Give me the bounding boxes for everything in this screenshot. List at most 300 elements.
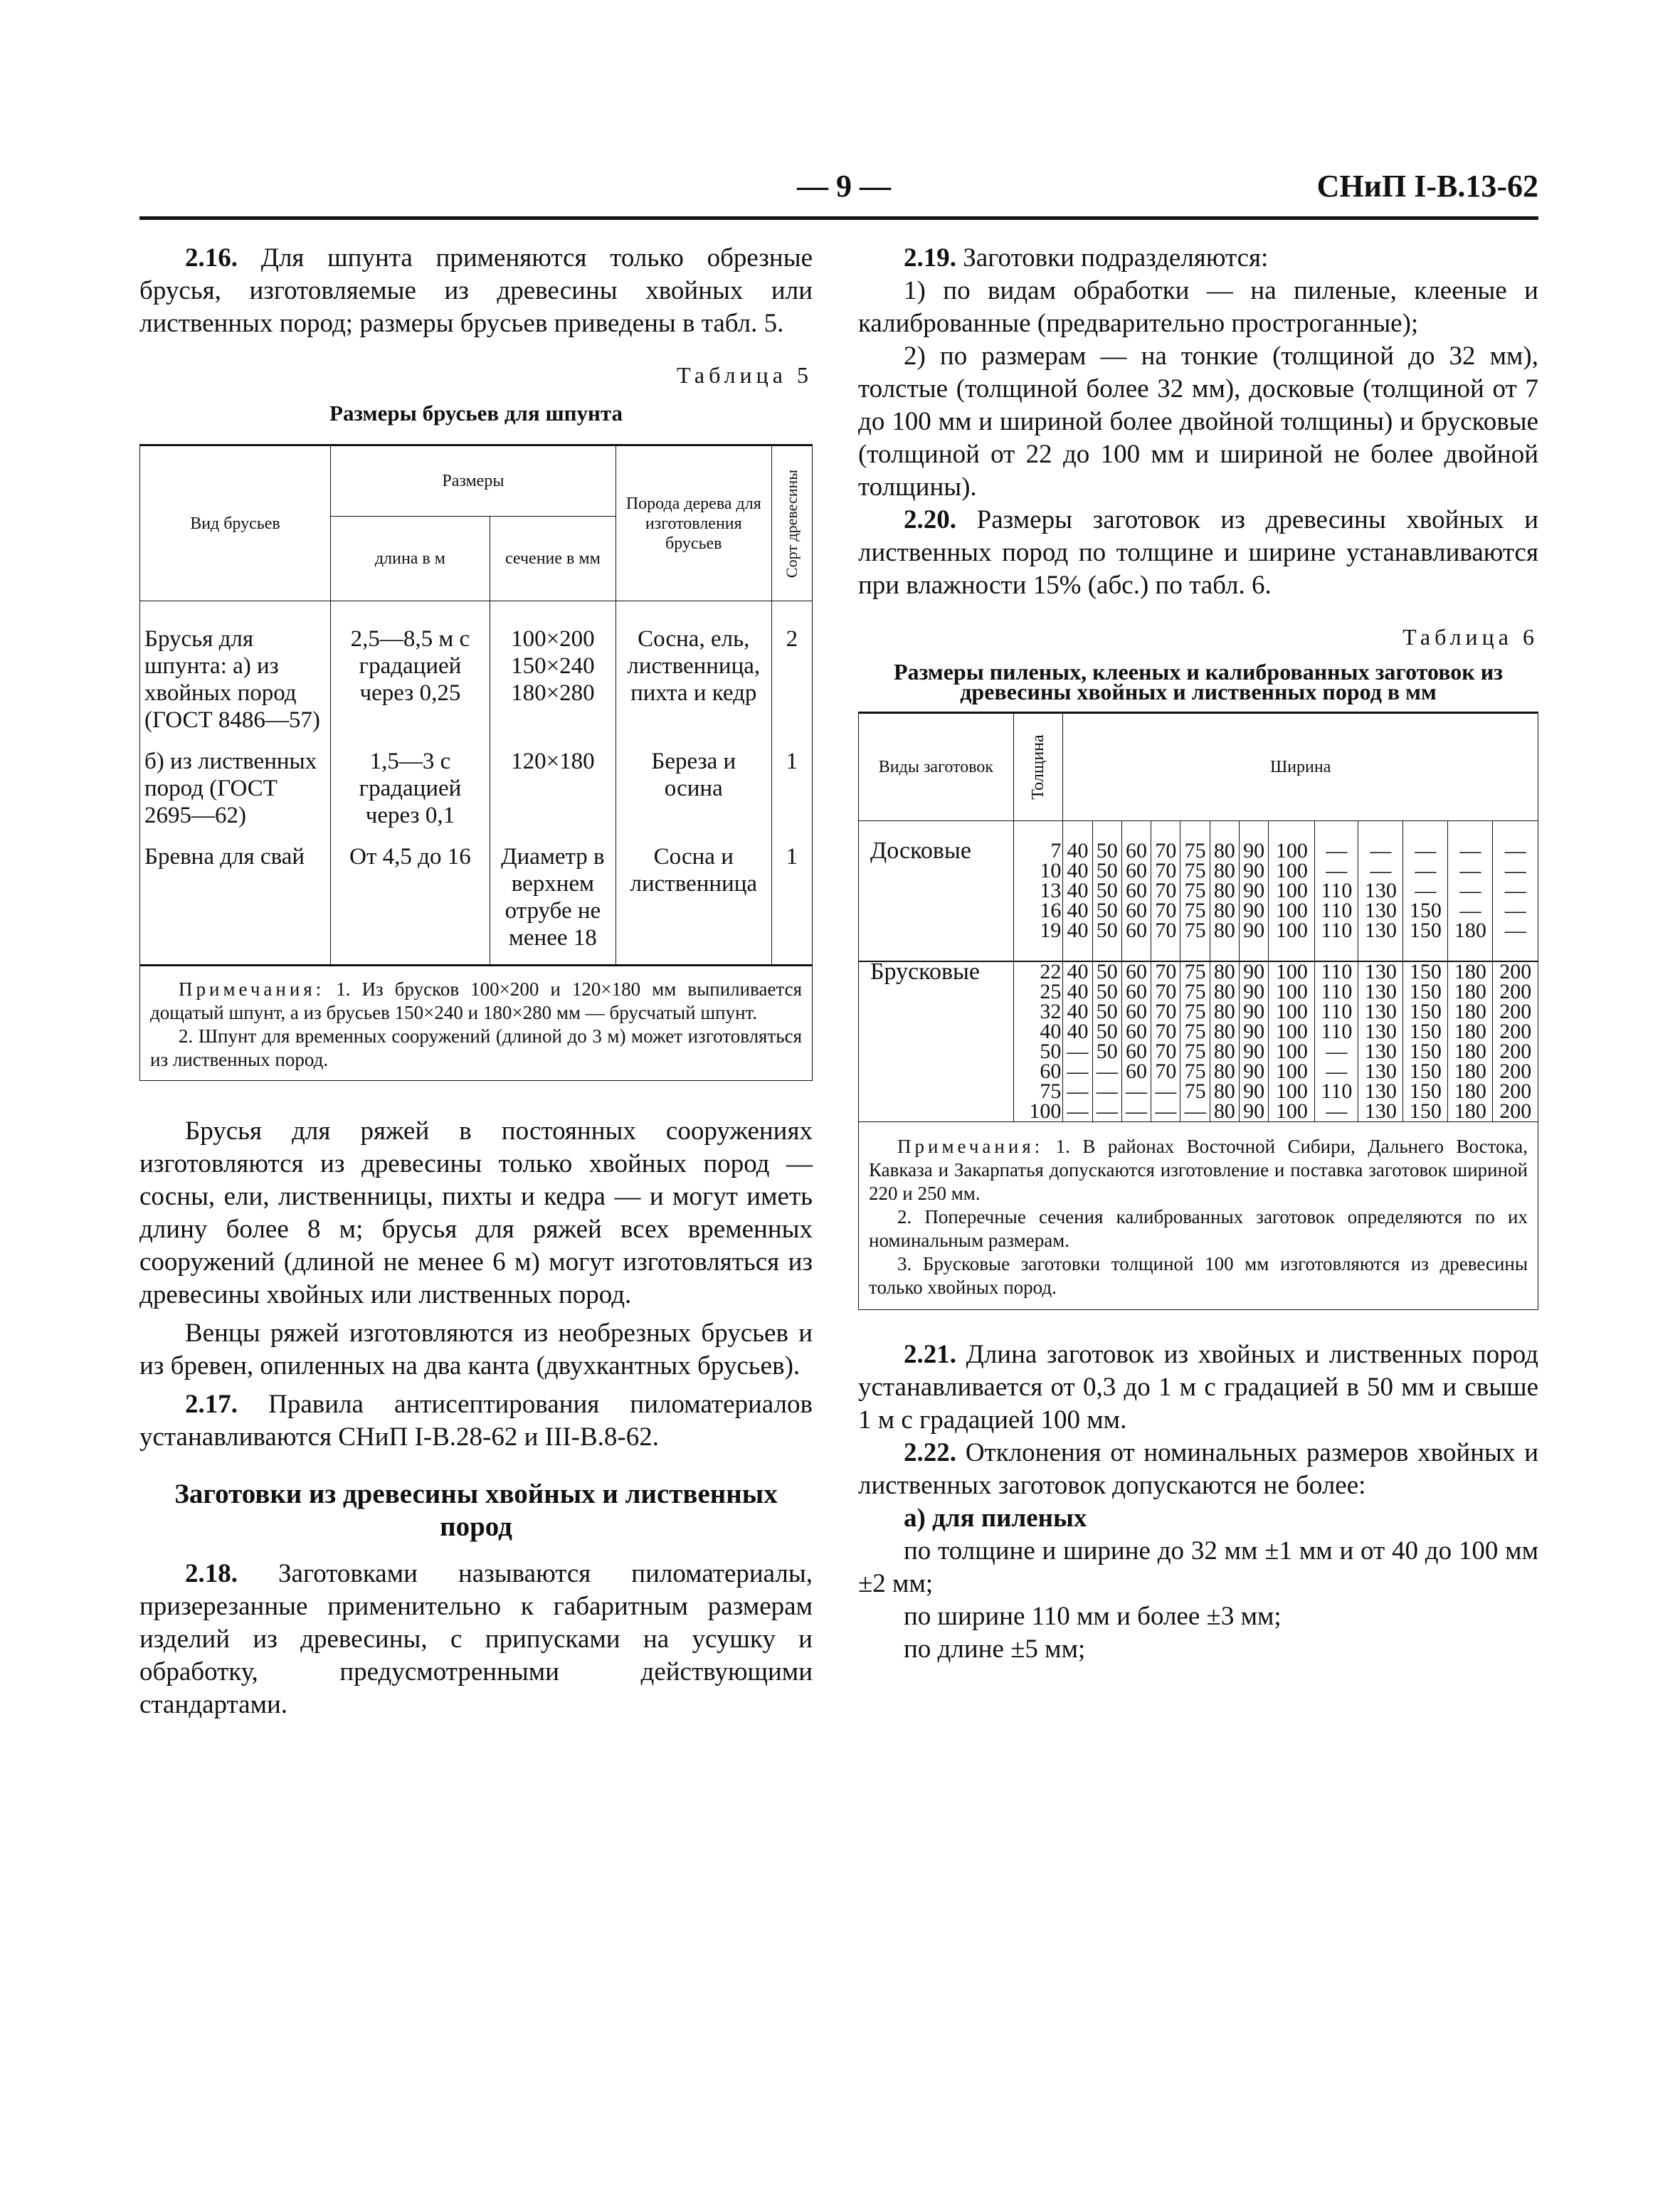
cell-kind — [859, 1022, 1013, 1042]
empty-cell — [1013, 821, 1063, 842]
cell-width: — — [1063, 1082, 1092, 1102]
paragraph-2-16 — [139, 242, 813, 340]
cell-thickness: 25 — [1013, 982, 1063, 1002]
cell-kind — [859, 1002, 1013, 1022]
note-2: 2. Шпунт для временных сооружений (длиной до 3 м) может изготовляться из лиственных пород. — [150, 1025, 802, 1070]
table-6-notes — [859, 1121, 1538, 1309]
cell-width: 110 — [1315, 1082, 1358, 1102]
cell-width: 100 — [1269, 1002, 1315, 1022]
table-6-label: Таблица 6 — [1402, 624, 1538, 650]
cell-width: — — [1092, 1082, 1121, 1102]
list-item-1: 1) по видам обработки — на пиленые, клееные и калиброванные (предварительно простроганные); — [858, 276, 1538, 338]
cell-width: 110 — [1315, 982, 1358, 1002]
cell-thickness: 16 — [1013, 901, 1063, 921]
cell-kind — [859, 1082, 1013, 1102]
header-kind: Вид брусьев — [140, 445, 331, 601]
header-grade-cell — [771, 445, 812, 601]
paragraph-rafts: Брусья для ряжей в постоянных сооружениях изготовляются из древесины только хвойных пород — сосны, ели, лиственницы, пихты и кедра — и могут иметь длину более 8 м; брусья для ряжей всех временных сооружений (длиной не менее 6 м) могут изготовляться из древесины хвойных или лиственных пород. — [139, 1116, 813, 1309]
cell-width: 100 — [1269, 881, 1315, 901]
cell-kind — [859, 881, 1013, 901]
cell-section: 100×200 150×240 180×280 — [490, 601, 616, 747]
cell-width: 50 — [1092, 961, 1121, 982]
cell-width: 130 — [1358, 1002, 1403, 1022]
cell-grade: 1 — [771, 842, 812, 966]
cell-width: — — [1092, 1062, 1121, 1082]
table-row — [859, 881, 1538, 901]
cell-width: 80 — [1210, 921, 1239, 941]
cell-width: 130 — [1358, 901, 1403, 921]
cell-width: 60 — [1121, 921, 1151, 941]
tolerance-line-2: по ширине 110 мм и более ±3 мм; — [904, 1602, 1282, 1631]
cell-kind — [859, 1062, 1013, 1082]
cell-width: 80 — [1210, 1022, 1239, 1042]
cell-thickness: 32 — [1013, 1002, 1063, 1022]
cell-width: — — [1448, 901, 1493, 921]
cell-width: — — [1092, 1102, 1121, 1121]
cell-width: 60 — [1121, 961, 1151, 982]
cell-width: 70 — [1151, 1002, 1180, 1022]
cell-thickness: 10 — [1013, 861, 1063, 881]
empty-cell — [1493, 941, 1538, 961]
table-row — [140, 746, 813, 842]
cell-width: 180 — [1448, 1022, 1493, 1042]
empty-cell — [1269, 821, 1315, 842]
cell-width: — — [1315, 841, 1358, 861]
cell-width: 200 — [1493, 961, 1538, 982]
cell-width: — — [1315, 1042, 1358, 1062]
cell-width: 200 — [1499, 1000, 1532, 1023]
cell-width: 50 — [1092, 861, 1121, 881]
cell-section: Диаметр в верхнем отрубе не менее 18 — [490, 842, 616, 966]
cell-width: 180 — [1448, 1042, 1493, 1062]
clause-number: 2.17. — [185, 1390, 238, 1419]
cell-width: 100 — [1269, 1082, 1315, 1102]
cell-width: 70 — [1151, 961, 1180, 982]
cell-kind — [859, 901, 1013, 921]
table-5-title: Размеры брусьев для шпунта — [329, 401, 623, 426]
cell-species: Сосна и лиственница — [616, 842, 771, 966]
cell-width: 130 — [1358, 1082, 1403, 1102]
cell-thickness: 40 — [1013, 1022, 1063, 1042]
cell-width: 180 — [1448, 1002, 1493, 1022]
cell-width: 90 — [1240, 1002, 1269, 1022]
cell-kind — [859, 861, 1013, 881]
cell-thickness: 100 — [1013, 1102, 1063, 1121]
cell-width: 110 — [1315, 1022, 1358, 1042]
cell-thickness: 75 — [1013, 1082, 1063, 1102]
cell-width: 60 — [1121, 1062, 1151, 1082]
table-row — [859, 1002, 1538, 1022]
cell-thickness: 19 — [1013, 921, 1063, 941]
cell-width: 70 — [1151, 861, 1180, 881]
empty-cell — [1448, 821, 1493, 842]
cell-width: 75 — [1180, 961, 1210, 982]
cell-thickness: 13 — [1013, 881, 1063, 901]
cell-width: 75 — [1180, 1042, 1210, 1062]
notes-label: Примечания: — [897, 1136, 1044, 1157]
paragraph-2-19 — [858, 242, 1538, 275]
cell-width: — — [1403, 881, 1448, 901]
cell-width: — — [1121, 1102, 1151, 1121]
cell-kind: Досковые — [859, 841, 1013, 861]
cell-width: — — [1315, 861, 1358, 881]
empty-cell — [1240, 821, 1269, 842]
cell-width: — — [1151, 1082, 1180, 1102]
header-width: Ширина — [1063, 714, 1538, 821]
cell-width: 180 — [1448, 1062, 1493, 1082]
header-grade: Сорт древесины — [782, 469, 801, 578]
empty-cell — [1315, 821, 1358, 842]
header-rule — [139, 216, 1538, 220]
cell-grade: 2 — [771, 601, 812, 747]
table-row — [859, 901, 1538, 921]
cell-width: 50 — [1092, 881, 1121, 901]
cell-width: 130 — [1358, 1022, 1403, 1042]
cell-width: 200 — [1499, 1040, 1532, 1063]
cell-thickness: 22 — [1013, 961, 1063, 982]
empty-cell — [1493, 821, 1538, 842]
table-row — [859, 961, 1538, 982]
cell-width: 180 — [1448, 961, 1493, 982]
cell-width: — — [1504, 879, 1526, 902]
note-3: 3. Брусковые заготовки толщиной 100 мм изготовляются из древесины только хвойных пород. — [869, 1253, 1528, 1298]
table-6-title: Размеры пиленых, клееных и калиброванных заготовок из древесины хвойных и лиственных пород в мм — [893, 659, 1504, 704]
cell-width: — — [1358, 841, 1403, 861]
table-5 — [139, 444, 813, 966]
cell-width: 75 — [1180, 901, 1210, 921]
cell-thickness: 60 — [1013, 1062, 1063, 1082]
notes-label: Примечания: — [179, 978, 325, 1000]
empty-cell — [1121, 821, 1151, 842]
cell-width: 40 — [1063, 982, 1092, 1002]
paragraph-2-18 — [139, 1558, 813, 1721]
cell-width: — — [1403, 861, 1448, 881]
cell-width: 70 — [1151, 841, 1180, 861]
cell-width: 90 — [1240, 1102, 1269, 1121]
header-kind: Виды заготовок — [859, 714, 1013, 821]
cell-width: — — [1063, 1062, 1092, 1082]
cell-width: 90 — [1240, 901, 1269, 921]
cell-width: — — [1504, 839, 1526, 862]
cell-width: 150 — [1403, 1062, 1448, 1082]
table-row — [859, 1102, 1538, 1121]
header-length: длина в м — [330, 517, 490, 601]
cell-width: 90 — [1240, 861, 1269, 881]
cell-width: 50 — [1092, 1042, 1121, 1062]
cell-species: Береза и осина — [616, 746, 771, 842]
cell-width: 50 — [1092, 1002, 1121, 1022]
cell-width: — — [1063, 1102, 1092, 1121]
list-item-2: 2) по размерам — на тонкие (толщиной до 32 мм), толстые (толщиной более 32 мм), досковые (толщиной от 7 до 100 мм и шириной более двойной толщины) и брусковые (толщиной от 22 до 100 мм и шириной не более двойной толщины). — [858, 342, 1538, 502]
empty-cell — [1269, 941, 1315, 961]
clause-number: 2.16. — [185, 243, 238, 273]
cell-width: 80 — [1210, 841, 1239, 861]
cell-width: 90 — [1240, 1082, 1269, 1102]
cell-width: 180 — [1448, 982, 1493, 1002]
clause-text: Размеры заготовок из древесины хвойных и лиственных пород по толщине и ширине устанавливаются при влажности 15% (абс.) по табл. 6. — [858, 505, 1538, 600]
table-6 — [859, 714, 1538, 1121]
header-thickness: Толщина — [1029, 734, 1048, 800]
cell-width: 150 — [1403, 1042, 1448, 1062]
cell-width: 110 — [1315, 961, 1358, 982]
table-row — [859, 982, 1538, 1002]
cell-width: 150 — [1403, 982, 1448, 1002]
cell-width: 90 — [1240, 881, 1269, 901]
table-row — [859, 1042, 1538, 1062]
header-species: Порода дерева для изготовления брусьев — [616, 445, 771, 601]
clause-number: 2.22. — [904, 1438, 956, 1467]
cell-width: 80 — [1210, 1042, 1239, 1062]
cell-width: — — [1358, 861, 1403, 881]
cell-width: 50 — [1092, 901, 1121, 921]
cell-width: — — [1180, 1102, 1210, 1121]
cell-kind — [859, 982, 1013, 1002]
empty-cell — [1151, 941, 1180, 961]
cell-width: 100 — [1269, 1062, 1315, 1082]
cell-length: От 4,5 до 16 — [330, 842, 490, 966]
empty-cell — [1403, 941, 1448, 961]
cell-width: 130 — [1358, 1102, 1403, 1121]
cell-width: 60 — [1121, 841, 1151, 861]
left-column — [139, 242, 813, 1721]
empty-cell — [1013, 941, 1063, 961]
cell-width: 90 — [1240, 1062, 1269, 1082]
cell-grade: 1 — [771, 746, 812, 842]
cell-width: 75 — [1180, 881, 1210, 901]
cell-width: 40 — [1063, 861, 1092, 881]
cell-kind — [859, 1102, 1013, 1121]
empty-cell — [1210, 941, 1239, 961]
cell-width: 180 — [1448, 921, 1493, 941]
cell-width: 60 — [1121, 982, 1151, 1002]
cell-width: — — [1504, 899, 1526, 922]
header-thickness-cell — [1013, 714, 1063, 821]
paragraph-2-17 — [139, 1388, 813, 1454]
cell-width: 60 — [1121, 1002, 1151, 1022]
cell-width: 200 — [1499, 1099, 1532, 1123]
cell-width: 40 — [1063, 901, 1092, 921]
cell-width: 150 — [1403, 1022, 1448, 1042]
clause-number: 2.19. — [904, 243, 956, 273]
cell-width: 80 — [1210, 1062, 1239, 1082]
cell-width: 180 — [1448, 1082, 1493, 1102]
cell-width: 75 — [1180, 1022, 1210, 1042]
cell-width: 90 — [1240, 921, 1269, 941]
cell-length: 2,5—8,5 м с градацией через 0,25 — [330, 601, 490, 747]
cell-kind — [859, 1042, 1013, 1062]
table-row — [859, 861, 1538, 881]
empty-cell — [1063, 821, 1092, 842]
cell-width: 110 — [1315, 901, 1358, 921]
cell-width: 75 — [1180, 861, 1210, 881]
cell-width: 150 — [1403, 961, 1448, 982]
cell-width: — — [1063, 1042, 1092, 1062]
cell-width: 150 — [1403, 1002, 1448, 1022]
cell-width: 130 — [1358, 1062, 1403, 1082]
cell-width: — — [1448, 841, 1493, 861]
clause-text: Заготовки подразделяются: — [956, 243, 1269, 273]
tolerance-line-1: по толщине и ширине до 32 мм ±1 мм и от 40 до 100 мм ±2 мм; — [858, 1536, 1538, 1598]
cell-width: 150 — [1403, 1082, 1448, 1102]
cell-width: 200 — [1499, 1079, 1532, 1103]
paragraph-2-22 — [858, 1437, 1538, 1502]
cell-width: 80 — [1210, 1082, 1239, 1102]
cell-width: — — [1121, 1082, 1151, 1102]
empty-cell — [1448, 941, 1493, 961]
cell-width: — — [1151, 1102, 1180, 1121]
cell-width: — — [1315, 1062, 1358, 1082]
cell-width: 75 — [1180, 841, 1210, 861]
cell-kind: Бревна для свай — [140, 842, 331, 966]
cell-width: 100 — [1269, 861, 1315, 881]
cell-width: 70 — [1151, 1022, 1180, 1042]
empty-cell — [1210, 821, 1239, 842]
cell-width: 100 — [1269, 841, 1315, 861]
table-row — [140, 601, 813, 747]
empty-cell — [1180, 941, 1210, 961]
clause-number: 2.18. — [185, 1559, 238, 1588]
cell-width: 70 — [1151, 921, 1180, 941]
tolerance-line-3: по длине ±5 мм; — [904, 1635, 1086, 1664]
cell-width: 130 — [1358, 982, 1403, 1002]
cell-width: 75 — [1180, 1062, 1210, 1082]
cell-width: 80 — [1210, 881, 1239, 901]
note-1: 1. В районах Восточной Сибири, Дальнего Востока, Кавказа и Закарпатья допускаются изготовление и поставка заготовок шириной 220 и 250 мм. — [869, 1136, 1528, 1204]
cell-width: 130 — [1358, 1042, 1403, 1062]
cell-width: 90 — [1240, 961, 1269, 982]
cell-width: 75 — [1180, 921, 1210, 941]
cell-width: 80 — [1210, 901, 1239, 921]
subitem-a: а) для пиленых — [904, 1504, 1087, 1533]
cell-width: 50 — [1092, 982, 1121, 1002]
cell-width: 100 — [1269, 961, 1315, 982]
table-row — [859, 1062, 1538, 1082]
cell-width: 70 — [1151, 1062, 1180, 1082]
cell-width: — — [1403, 841, 1448, 861]
empty-cell — [1092, 941, 1121, 961]
empty-cell — [1121, 941, 1151, 961]
cell-width: 60 — [1121, 881, 1151, 901]
table-5-label: Таблица 5 — [677, 362, 813, 388]
cell-width: 40 — [1063, 841, 1092, 861]
cell-width: 40 — [1063, 881, 1092, 901]
table-5-notes — [139, 966, 813, 1081]
clause-text: Для шпунта применяются только обрезные брусья, изготовляемые из древесины хвойных или лиственных пород; размеры брусьев приведены в табл. 5. — [139, 243, 813, 338]
empty-cell — [1092, 821, 1121, 842]
cell-width: 100 — [1269, 1022, 1315, 1042]
section-heading: Заготовки из древесины хвойных и лиственных пород — [174, 1479, 778, 1542]
clause-number: 2.21. — [904, 1340, 956, 1369]
cell-width: 110 — [1315, 881, 1358, 901]
cell-width: 100 — [1269, 901, 1315, 921]
cell-width: 90 — [1240, 982, 1269, 1002]
cell-width: 90 — [1240, 1022, 1269, 1042]
cell-width: 50 — [1092, 921, 1121, 941]
empty-cell — [1180, 821, 1210, 842]
right-column — [858, 242, 1538, 1666]
cell-width: 200 — [1499, 1020, 1532, 1043]
empty-cell — [1358, 941, 1403, 961]
cell-width: 80 — [1210, 1002, 1239, 1022]
cell-width: 80 — [1210, 961, 1239, 982]
cell-width: 180 — [1448, 1102, 1493, 1121]
cell-width: 60 — [1121, 1042, 1151, 1062]
cell-width: 130 — [1358, 921, 1403, 941]
cell-width: — — [1504, 919, 1526, 942]
page-number: — 9 — — [797, 169, 891, 204]
page-header — [139, 168, 1538, 212]
empty-cell — [1151, 821, 1180, 842]
cell-thickness: 50 — [1013, 1042, 1063, 1062]
cell-width: 75 — [1180, 982, 1210, 1002]
cell-width: 150 — [1403, 901, 1448, 921]
cell-width: 70 — [1151, 881, 1180, 901]
paragraph-2-21 — [858, 1338, 1538, 1437]
table-row — [140, 842, 813, 966]
cell-width: 150 — [1403, 1102, 1448, 1121]
cell-width: 80 — [1210, 1102, 1239, 1121]
cell-width: 40 — [1063, 1022, 1092, 1042]
cell-length: 1,5—3 с градацией через 0,1 — [330, 746, 490, 842]
cell-width: — — [1504, 859, 1526, 882]
cell-width: 100 — [1269, 982, 1315, 1002]
cell-width: 60 — [1121, 861, 1151, 881]
clause-number: 2.20. — [904, 505, 956, 534]
cell-width: — — [1448, 881, 1493, 901]
cell-width: 110 — [1315, 921, 1358, 941]
table-row — [859, 1082, 1538, 1102]
clause-text: Правила антисептирования пиломатериалов устанавливаются СНиП I-В.28-62 и III-В.8-62. — [139, 1390, 813, 1452]
header-sizes: Размеры — [330, 445, 616, 517]
cell-width: 40 — [1063, 921, 1092, 941]
cell-width: 100 — [1269, 1042, 1315, 1062]
cell-width: 70 — [1151, 1042, 1180, 1062]
paragraph-2-20 — [858, 504, 1538, 602]
empty-cell — [1403, 821, 1448, 842]
cell-width: 80 — [1210, 982, 1239, 1002]
cell-width: 50 — [1092, 841, 1121, 861]
paragraph-crowns: Венцы ряжей изготовляются из необрезных брусьев и из бревен, опиленных на два канта (двухкантных брусьев). — [139, 1319, 813, 1380]
cell-width: 75 — [1180, 1082, 1210, 1102]
cell-width: 60 — [1121, 901, 1151, 921]
cell-width: 75 — [1180, 1002, 1210, 1022]
cell-kind: Брусья для шпунта: а) из хвойных пород (ГОСТ 8486—57) — [140, 601, 331, 747]
cell-width: 130 — [1358, 961, 1403, 982]
note-2: 2. Поперечные сечения калиброванных заготовок определяются по их номинальным размерам. — [869, 1206, 1528, 1251]
cell-width: 60 — [1121, 1022, 1151, 1042]
note-1: 1. Из брусков 100×200 и 120×180 мм выпиливается дощатый шпунт, а из брусьев 150×240 и 180×280 мм — брусчатый шпунт. — [150, 978, 802, 1023]
cell-width: 80 — [1210, 861, 1239, 881]
cell-thickness: 7 — [1013, 841, 1063, 861]
empty-cell — [1063, 941, 1092, 961]
cell-width: 40 — [1063, 961, 1092, 982]
table-6-box — [858, 712, 1538, 1310]
table-row — [859, 1022, 1538, 1042]
header-section: сечение в мм — [490, 517, 616, 601]
clause-text: Длина заготовок из хвойных и лиственных пород устанавливается от 0,3 до 1 м с градацией в 50 мм и свыше 1 м с градацией 100 мм. — [858, 1340, 1538, 1435]
cell-kind: б) из лиственных пород (ГОСТ 2695—62) — [140, 746, 331, 842]
cell-width: 40 — [1063, 1002, 1092, 1022]
cell-width: 130 — [1358, 881, 1403, 901]
cell-width: 70 — [1151, 982, 1180, 1002]
clause-text: Отклонения от номинальных размеров хвойных и лиственных заготовок допускаются не более: — [858, 1438, 1538, 1500]
cell-width: 200 — [1499, 1060, 1532, 1083]
table-row — [859, 841, 1538, 861]
cell-width: 200 — [1499, 980, 1532, 1003]
cell-width: — — [1448, 861, 1493, 881]
document-code: СНиП I-В.13-62 — [1316, 169, 1538, 204]
cell-width: 70 — [1151, 901, 1180, 921]
